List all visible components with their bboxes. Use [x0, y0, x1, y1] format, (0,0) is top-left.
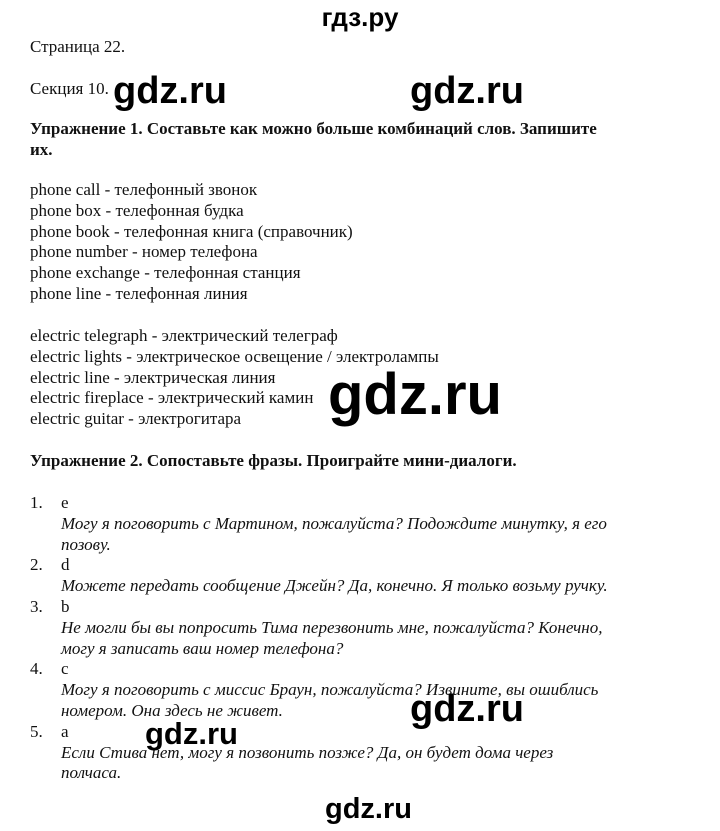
list-item: electric lights - электрическое освещение / электролампы	[30, 346, 439, 366]
exercise1-heading	[30, 119, 597, 161]
list-item: phone line - телефонная линия	[30, 283, 248, 303]
heading-line: Упражнение 1. Составьте как можно больше комбинаций слов. Запишите	[30, 119, 597, 138]
list-item: electric line - электрическая линия	[30, 367, 276, 387]
watermark: gdz.ru	[410, 70, 524, 112]
heading-line: их.	[30, 139, 53, 159]
answer-key: 4. c	[30, 659, 69, 679]
answer-text: Можете передать сообщение Джейн? Да, конечно. Я только возьму ручку.	[61, 576, 608, 596]
watermark: gdz.ru	[145, 716, 238, 751]
list-item: electric guitar - электрогитара	[30, 409, 242, 429]
answer-text: Если Стива нет, могу я позвонить позже? Да, он будет дома через	[61, 742, 554, 762]
answer-key: 3. b	[30, 596, 70, 616]
list-item: phone book - телефонная книга (справочник)	[30, 221, 353, 241]
answer-text: Могу я поговорить с Мартином, пожалуйста? Подождите минутку, я его	[61, 513, 607, 533]
watermark: gdz.ru	[328, 362, 502, 427]
answer-key: 5. a	[30, 721, 69, 741]
answer-key: 2. d	[30, 555, 70, 575]
answer-text: Могу я поговорить с миссис Браун, пожалуйста? Извините, вы ошиблись	[61, 680, 599, 700]
page-label: Страница 22.	[30, 37, 126, 56]
watermark: gdz.ru	[325, 793, 412, 825]
phone-list	[30, 180, 353, 305]
exercise2-heading: Упражнение 2. Сопоставьте фразы. Проиграйте мини-диалоги.	[30, 451, 517, 470]
answer-text: могу я записать ваш номер телефона?	[61, 638, 344, 658]
watermark: gdz.ru	[113, 70, 227, 112]
answer-key: 1. e	[30, 493, 69, 512]
list-item: phone number - номер телефона	[30, 242, 258, 262]
list-item: electric fireplace - электрический камин	[30, 388, 314, 408]
answer-text: Не могли бы вы попросить Тима перезвонить мне, пожалуйста? Конечно,	[61, 617, 603, 637]
watermark: gdz.ru	[410, 688, 524, 730]
list-item: phone call - телефонный звонок	[30, 180, 258, 199]
list-item: electric telegraph - электрический телеграф	[30, 326, 338, 345]
answers-list	[30, 493, 608, 784]
list-item: phone box - телефонная будка	[30, 200, 244, 220]
site-title: гдз.ру	[321, 2, 399, 32]
answer-text: номером. Она здесь не живет.	[61, 700, 283, 720]
answer-text: позову.	[61, 534, 111, 554]
list-item: phone exchange - телефонная станция	[30, 263, 301, 283]
answer-text: полчаса.	[61, 763, 122, 783]
section-label: Секция 10.	[30, 79, 109, 98]
